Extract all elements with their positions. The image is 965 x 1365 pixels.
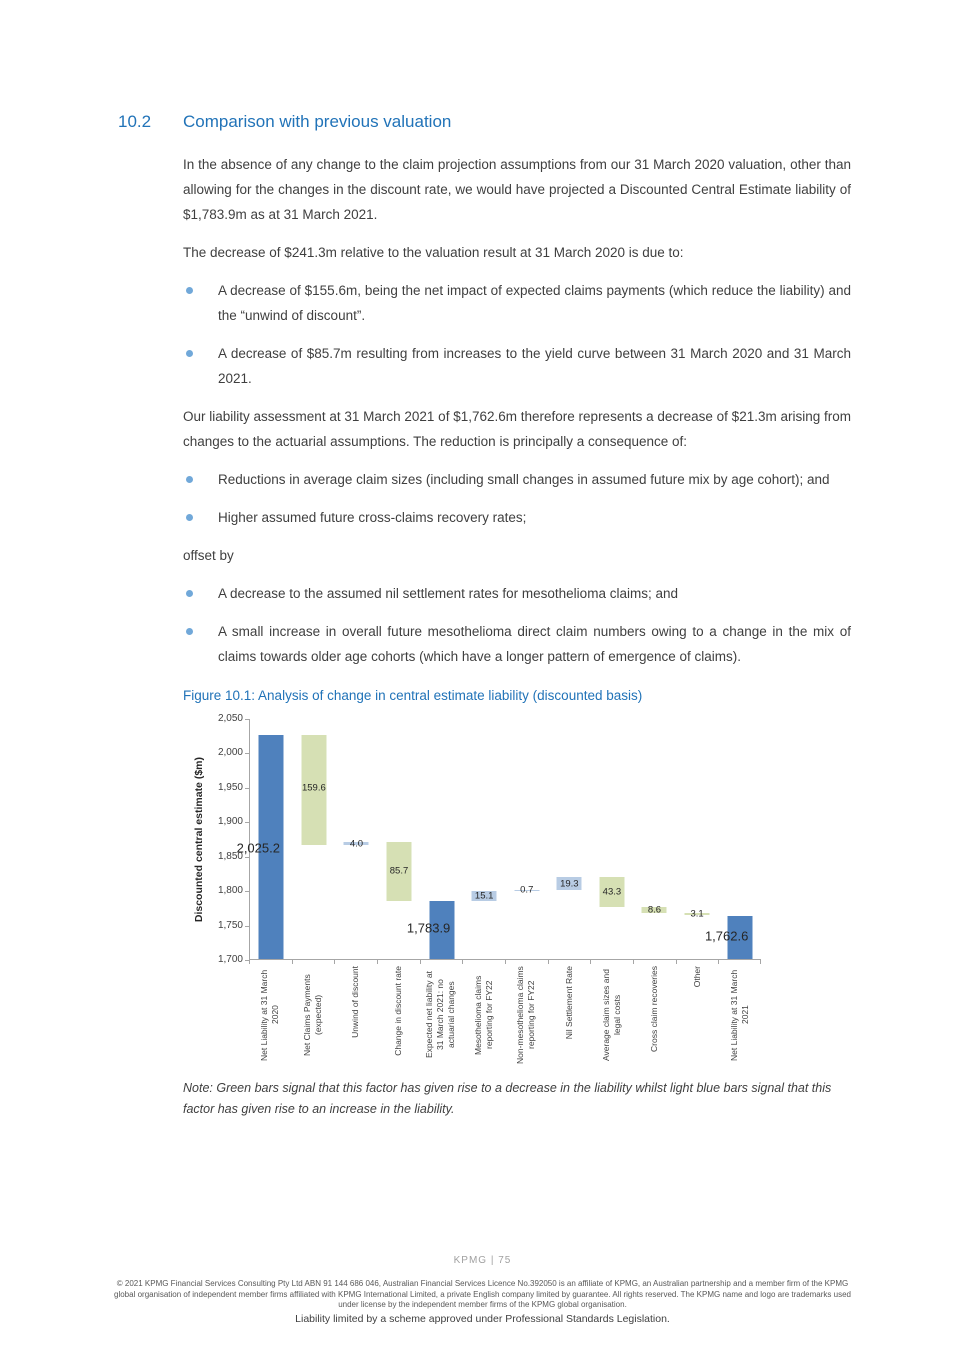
bar-value-label: 2,025.2 — [236, 840, 280, 856]
chart-column — [335, 719, 378, 959]
x-tick-mark — [676, 960, 677, 964]
paragraph: Our liability assessment at 31 March 2021 of $1,762.6m therefore represents a decrease of $21.3m arising from changes to the actuarial assumptions. The reduction is principally a consequence of: — [183, 409, 851, 449]
x-axis-ticks — [249, 960, 761, 964]
x-label-cell — [505, 966, 548, 1066]
bar-value-label: 43.3 — [602, 886, 622, 898]
bullet-icon — [186, 287, 193, 294]
bar-value-label: 15.1 — [474, 890, 494, 902]
x-category-label: Cross claim recoveries — [648, 966, 659, 1052]
chart-column — [236, 719, 293, 959]
x-label-cell — [462, 966, 505, 1066]
x-axis-labels — [249, 966, 761, 1066]
bullet-item — [183, 619, 851, 669]
bar-value-label: 85.7 — [389, 865, 409, 877]
y-axis-ticks — [209, 713, 249, 965]
x-tick-mark — [505, 960, 506, 964]
page-footer — [0, 1255, 965, 1325]
section-number: 10.2 — [118, 112, 152, 131]
bullet-item — [183, 467, 851, 492]
bullet-text: Higher assumed future cross-claims recovery rates; — [218, 510, 527, 525]
x-tick-mark — [462, 960, 463, 964]
bullet-icon — [186, 590, 193, 597]
section-body — [183, 152, 851, 1120]
bar-value-label: 4.0 — [349, 838, 364, 850]
x-tick-mark — [590, 960, 591, 964]
x-category-label: Net Liability at 31 March 2020 — [259, 969, 281, 1061]
chart-plot-area — [236, 719, 761, 960]
bullet-item — [183, 581, 851, 606]
chart-column — [463, 719, 506, 959]
x-category-label: Mesothelioma claims reporting for FY22 — [472, 975, 494, 1055]
x-label-cell — [377, 966, 420, 1066]
y-axis-title: Discounted central estimate ($m) — [193, 756, 205, 923]
bar-value-label: 8.6 — [647, 904, 662, 916]
x-label-cell — [676, 966, 719, 1066]
y-tick-label: 1,900 — [217, 816, 243, 828]
x-category-label: Expected net liability at 31 March 2021: no actuarial changes — [424, 971, 457, 1059]
bullet-icon — [186, 628, 193, 635]
chart-column — [548, 719, 591, 959]
x-label-cell — [718, 966, 761, 1066]
x-tick-mark — [334, 960, 335, 964]
x-tick-mark — [292, 960, 293, 964]
paragraph: The decrease of $241.3m relative to the valuation result at 31 March 2020 is due to: — [183, 245, 684, 260]
x-category-label: Unwind of discount — [350, 966, 361, 1038]
x-tick-mark — [420, 960, 421, 964]
bar-value-label: 0.7 — [520, 884, 534, 896]
chart-column — [591, 719, 634, 959]
x-tick-mark — [377, 960, 378, 964]
x-category-label: Nil Settlement Rate — [563, 966, 574, 1040]
bullet-list — [183, 467, 851, 530]
x-category-label: Net Claims Payments (expected) — [301, 974, 323, 1056]
liability-statement: Liability limited by a scheme approved under Professional Standards Legislation. — [295, 1312, 670, 1325]
y-tick-label: 1,950 — [217, 781, 243, 793]
paragraph: offset by — [183, 548, 234, 563]
bullet-list — [183, 581, 851, 669]
bullet-icon — [186, 514, 193, 521]
x-label-cell — [590, 966, 633, 1066]
bullet-item — [183, 505, 851, 530]
bullet-item — [183, 278, 851, 328]
y-tick-label: 1,750 — [217, 919, 243, 931]
bullet-text: A decrease to the assumed nil settlement rates for mesothelioma claims; and — [218, 586, 678, 601]
x-tick-mark — [633, 960, 634, 964]
x-tick-mark — [760, 960, 761, 964]
waterfall-chart — [193, 713, 851, 1066]
x-category-label: Non-mesothelioma claims reporting for FY22 — [515, 966, 537, 1064]
x-tick-mark — [249, 960, 250, 964]
figure-note: Note: Green bars signal that this factor has given rise to a decrease in the liability whilst light blue bars signal that this factor has given rise to an increase in the liability. — [183, 1081, 832, 1116]
chart-column — [406, 719, 463, 959]
x-label-cell — [249, 966, 292, 1066]
chart-column — [676, 719, 719, 959]
bullet-text: A decrease of $85.7m resulting from increases to the yield curve between 31 March 2020 and 31 March 2021. — [218, 346, 851, 386]
section-title: Comparison with previous valuation — [183, 112, 452, 131]
x-label-cell — [420, 966, 463, 1066]
x-label-cell — [334, 966, 377, 1066]
y-tick-label: 2,000 — [217, 747, 243, 759]
x-label-cell — [548, 966, 591, 1066]
x-tick-mark — [548, 960, 549, 964]
x-category-label: Other — [691, 966, 702, 988]
bullet-icon — [186, 350, 193, 357]
y-tick-label: 1,800 — [217, 885, 243, 897]
chart-column — [704, 719, 761, 959]
bullet-item — [183, 341, 851, 391]
bullet-text: Reductions in average claim sizes (including small changes in assumed future mix by age cohort); and — [218, 472, 830, 487]
chart-column — [505, 719, 548, 959]
bullet-icon — [186, 476, 193, 483]
bar-value-label: 3.1 — [690, 908, 704, 920]
x-category-label: Net Liability at 31 March 2021 — [728, 969, 750, 1061]
x-category-label: Average claim sizes and legal costs — [600, 969, 622, 1061]
y-tick-label: 1,700 — [217, 954, 243, 965]
x-tick-mark — [718, 960, 719, 964]
x-label-cell — [292, 966, 335, 1066]
legal-disclaimer: © 2021 KPMG Financial Services Consulting Pty Ltd ABN 91 144 686 046, Australian Financial Services Licence No.392050 is an affiliate of KPMG, an Australian partnership and a member firm of the KPMG global organisation of independent member firms affiliated with KPMG International Limited, a private English company limited by guarantee. All rights reserved. The KPMG name and logo are trademarks used under license by the independent member firms of the KPMG global organisation. — [114, 1279, 851, 1309]
bar-value-label: 159.6 — [301, 782, 326, 794]
chart-column — [633, 719, 676, 959]
bar-value-label: 1,762.6 — [704, 928, 749, 944]
bar-value-label: 19.3 — [560, 878, 579, 890]
y-tick-label: 2,050 — [217, 713, 243, 724]
figure-caption: Figure 10.1: Analysis of change in central estimate liability (discounted basis) — [183, 688, 643, 703]
bullet-list — [183, 278, 851, 391]
x-category-label: Change in discount rate — [392, 966, 403, 1056]
paragraph: In the absence of any change to the claim projection assumptions from our 31 March 2020 valuation, other than allowing for the changes in the discount rate, we would have projected a Discounted Central Estimate liability of $1,783.9m as at 31 March 2021. — [183, 157, 851, 222]
section-heading — [118, 112, 853, 132]
bullet-text: A decrease of $155.6m, being the net impact of expected claims payments (which reduce the liability) and the “unwind of discount”. — [218, 283, 851, 323]
bullet-text: A small increase in overall future mesothelioma direct claim numbers owing to a change in the mix of claims towards older age cohorts (which have a longer pattern of emergence of claims). — [218, 624, 851, 664]
bar-value-label: 1,783.9 — [406, 920, 451, 936]
page-number-label: KPMG | 75 — [453, 1255, 512, 1266]
x-label-cell — [633, 966, 676, 1066]
y-tick-label: 1,850 — [217, 850, 243, 862]
chart-column — [293, 719, 336, 959]
